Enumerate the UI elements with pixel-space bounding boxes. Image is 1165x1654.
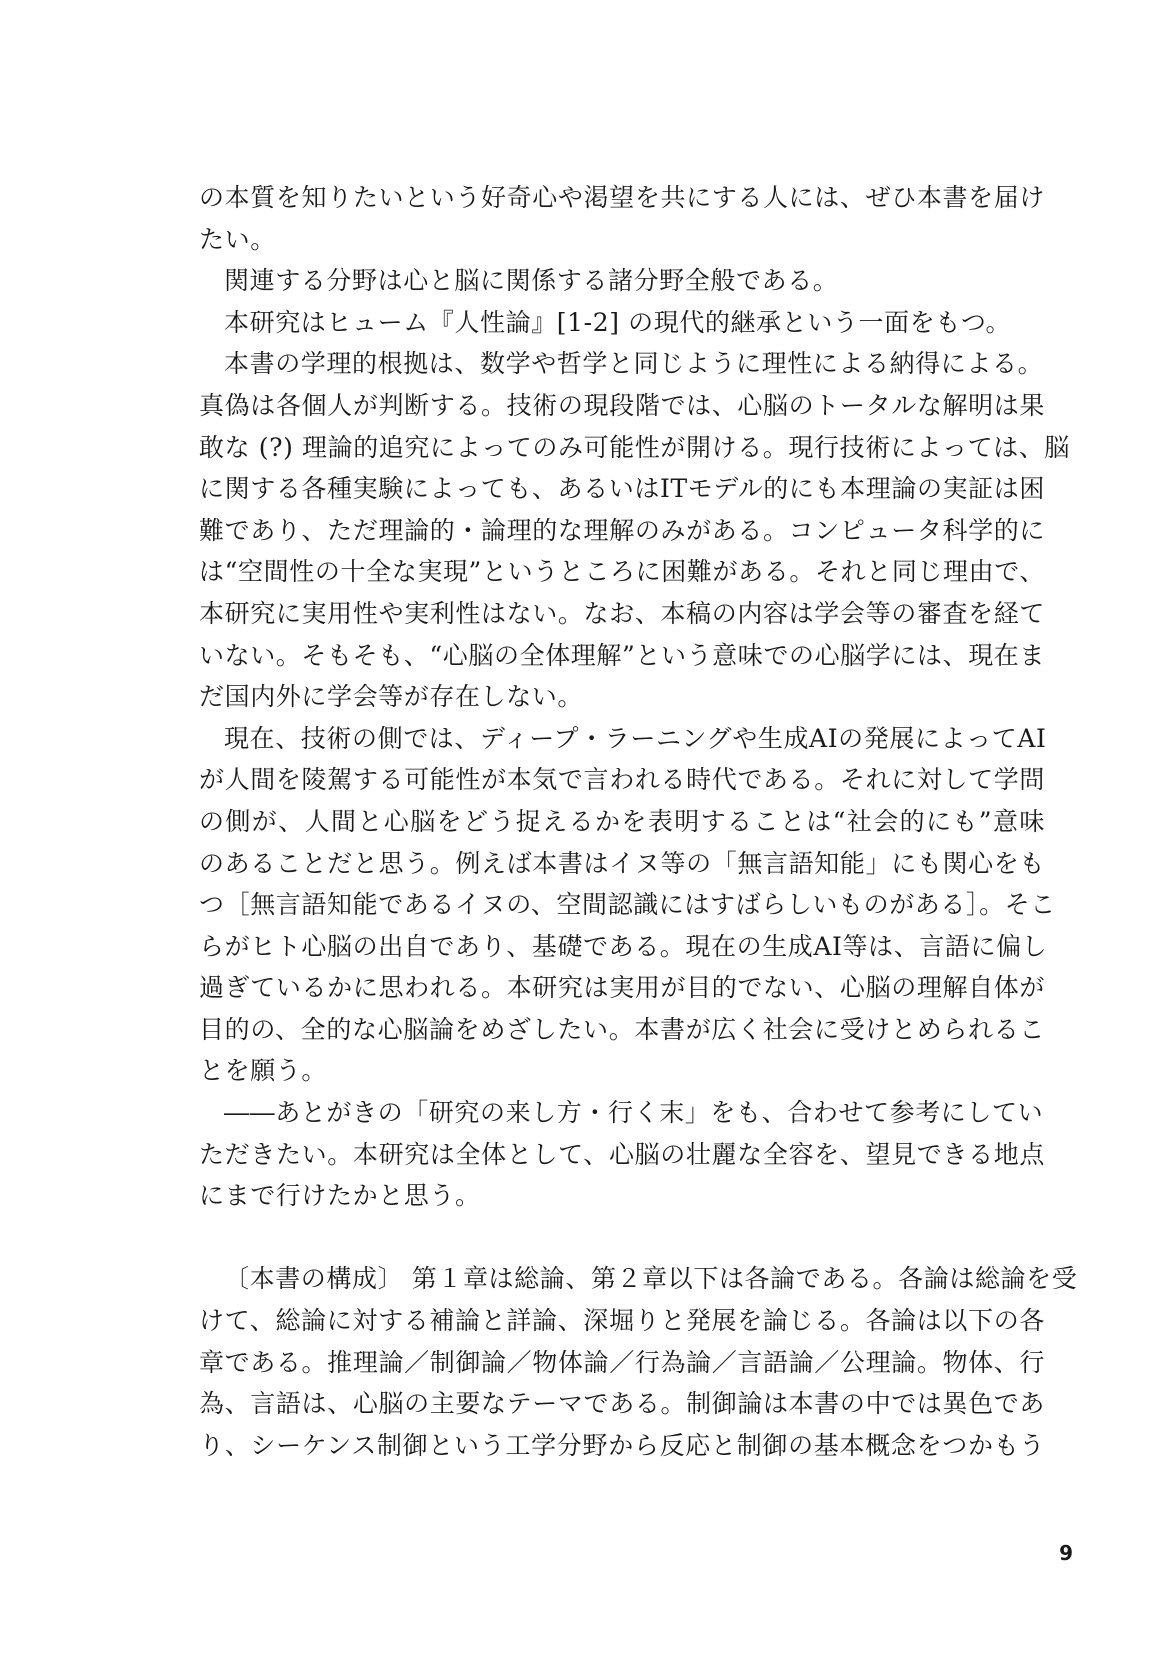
text-line: ――あとがきの「研究の来し方・行く末」をも、合わせて参考にしてい	[224, 1098, 1044, 1128]
text-line: ただきたい。本研究は全体として、心脳の壮麗な全容を、望見できる地点	[199, 1139, 1045, 1169]
book-structure-paragraph	[199, 1258, 1078, 1466]
text-line: 真偽は各個人が判断する。技術の現段階では、心脳のトータルな解明は果	[199, 390, 1045, 420]
text-line: いない。そもそも、“心脳の全体理解”という意味での心脳学には、現在ま	[199, 640, 1045, 670]
paragraph	[199, 302, 1045, 344]
text-line: 〔本書の構成〕 第１章は総論、第２章以下は各論である。各論は総論を受	[224, 1264, 1078, 1294]
text-line: 章である。推理論／制御論／物体論／行為論／言語論／公理論。物体、行	[199, 1347, 1045, 1377]
text-line: 過ぎているかに思われる。本研究は実用が目的でない、心脳の理解自体が	[199, 973, 1045, 1003]
paragraph	[199, 177, 1045, 260]
text-line: たい。	[199, 224, 276, 254]
paragraph-gap	[199, 1217, 1045, 1259]
text-line: 本研究に実用性や実利性はない。なお、本稿の内容は学会等の審査を経て	[199, 598, 1045, 628]
text-line: だ国内外に学会等が存在しない。	[199, 682, 584, 712]
text-line: 難であり、ただ理論的・論理的な理解のみがある。コンピュータ科学的に	[199, 515, 1045, 545]
text-line: が人間を陵駕する可能性が本気で言われる時代である。それに対して学問	[199, 765, 1045, 795]
text-line: の本質を知りたいという好奇心や渇望を共にする人には、ぜひ本書を届け	[199, 183, 1045, 212]
body-text	[199, 177, 1078, 1466]
page-number: 9	[1059, 1541, 1073, 1565]
paragraph	[199, 1092, 1045, 1217]
text-line: 現在、技術の側では、ディープ・ラーニングや生成AIの発展によってAI	[224, 723, 1047, 753]
paragraph	[199, 718, 1056, 1092]
text-line: にまで行けたかと思う。	[199, 1181, 481, 1211]
text-line: 本研究はヒューム『人性論』[1-2] の現代的継承という一面をもつ。	[224, 307, 1012, 337]
text-line: 為、言語は、心脳の主要なテーマである。制御論は本書の中では異色であ	[199, 1389, 1045, 1419]
text-line: 関連する分野は心と脳に関係する諸分野全般である。	[224, 266, 839, 296]
text-line: り、シーケンス制御という工学分野から反応と制御の基本概念をつかもう	[199, 1430, 1045, 1460]
text-line: 目的の、全的な心脳論をめざしたい。本書が広く社会に受けとめられるこ	[199, 1014, 1045, 1044]
text-line: とを願う。	[199, 1056, 328, 1086]
text-line: は“空間性の十全な実現”というところに困難がある。それと同じ理由で、	[199, 557, 1045, 587]
paragraph	[199, 343, 1071, 717]
text-line: けて、総論に対する補論と詳論、深堀りと発展を論じる。各論は以下の各	[199, 1306, 1045, 1336]
text-line: 敢な (?) 理論的追究によってのみ可能性が開ける。現行技術によっては、脳	[199, 432, 1071, 462]
text-line: に関する各種実験によっても、あるいはITモデル的にも本理論の実証は困	[199, 474, 1045, 504]
paragraph	[199, 260, 1045, 302]
text-line: の側が、人間と心脳をどう捉えるかを表明することは“社会的にも”意味	[199, 806, 1045, 836]
text-line: のあることだと思う。例えば本書はイヌ等の「無言語知能」にも関心をも	[199, 848, 1045, 878]
text-line: 本書の学理的根拠は、数学や哲学と同じように理性による納得による。	[224, 349, 1044, 379]
text-line: つ［無言語知能であるイヌの、空間認識にはすばらしいものがある］。そこ	[199, 890, 1056, 920]
text-line: らがヒト心脳の出自であり、基礎である。現在の生成AI等は、言語に偏し	[199, 931, 1048, 961]
